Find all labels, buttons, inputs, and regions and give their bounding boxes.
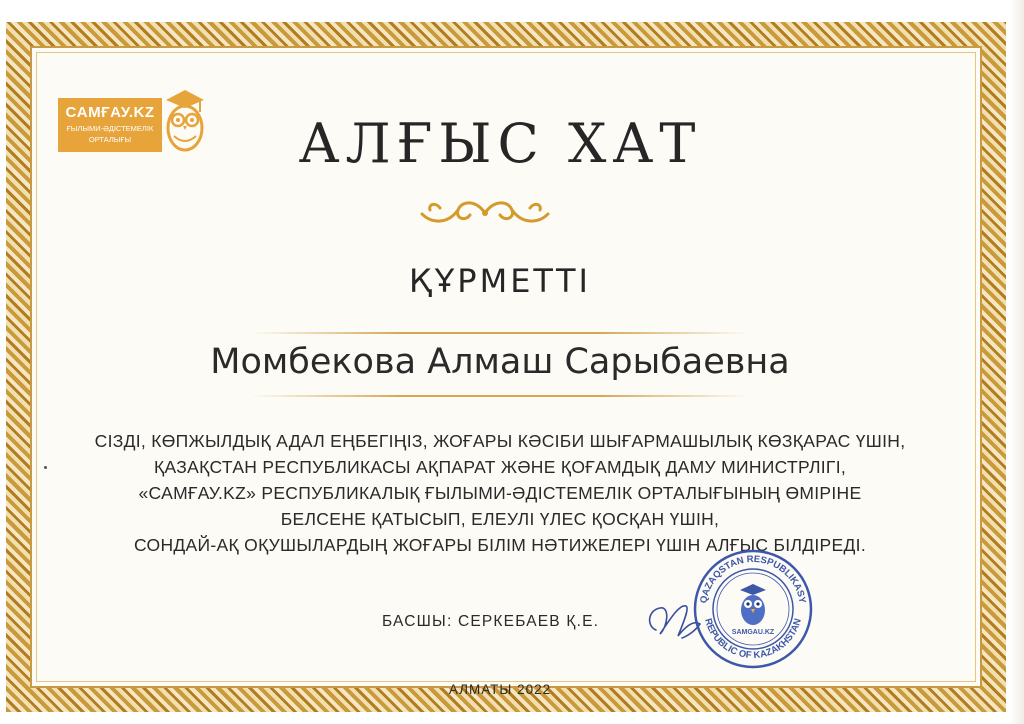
- body-line: СІЗДІ, КӨПЖЫЛДЫҚ АДАЛ ЕҢБЕГІҢІЗ, ЖОҒАРЫ КӘСІБИ ШЫҒАРМАШЫЛЫҚ КӨЗҚАРАС ҮШІН,: [94, 431, 906, 451]
- honorific: ҚҰРМЕТТІ: [409, 262, 591, 300]
- certificate-body: [40, 428, 960, 558]
- name-divider-bottom: [250, 395, 750, 397]
- body-line: ҚАЗАҚСТАН РЕСПУБЛИКАСЫ АҚПАРАТ ЖӘНЕ ҚОҒАМДЫҚ ДАМУ МИНИСТРЛІГІ,: [153, 457, 847, 477]
- signer-line: БАСШЫ: СЕРКЕБАЕВ Қ.Е.: [382, 613, 600, 630]
- body-line: БЕЛСЕНЕ ҚАТЫСЫП, ЕЛЕУЛІ ҮЛЕС ҚОСҚАН ҮШІН,: [280, 509, 720, 529]
- logo-title: CAMҒАУ.KZ: [65, 104, 155, 121]
- seal-text-top: QAZAQSTAN RESPUBLIKASY: [698, 553, 808, 605]
- certificate-title: АЛҒЫС ХАТ: [298, 112, 702, 175]
- logo-subtitle-line2: ОРТАЛЫҒЫ: [88, 135, 132, 144]
- logo-subtitle-line1: ҒЫЛЫМИ-ӘДІСТЕМЕЛІК: [66, 124, 154, 133]
- seal-center-text: SAMGAU.KZ: [731, 629, 775, 636]
- city-year: АЛМАТЫ 2022: [448, 682, 552, 697]
- flourish-ornament: [410, 196, 560, 230]
- owl-graduate-icon: [740, 584, 766, 625]
- body-line: «САМҒАУ.KZ» РЕСПУБЛИКАЛЫҚ ҒЫЛЫМИ-ӘДІСТЕМЕЛІК ОРТАЛЫҒЫНЫҢ ӨМІРІНЕ: [138, 483, 862, 503]
- handwritten-signature: [642, 596, 704, 648]
- official-seal: [692, 548, 814, 670]
- body-line: СОНДАЙ-АҚ ОҚУШЫЛАРДЫҢ ЖОҒАРЫ БІЛІМ НӘТИЖЕЛЕРІ ҮШІН АЛҒЫС БІЛДІРЕДІ.: [134, 535, 866, 555]
- recipient-name: Момбекова Алмаш Сарыбаевна: [210, 342, 790, 382]
- name-divider-top: [250, 332, 750, 334]
- page-edge: [1010, 0, 1024, 724]
- seal-text-bottom: REPUBLIC OF KAZAKHSTAN: [702, 617, 804, 662]
